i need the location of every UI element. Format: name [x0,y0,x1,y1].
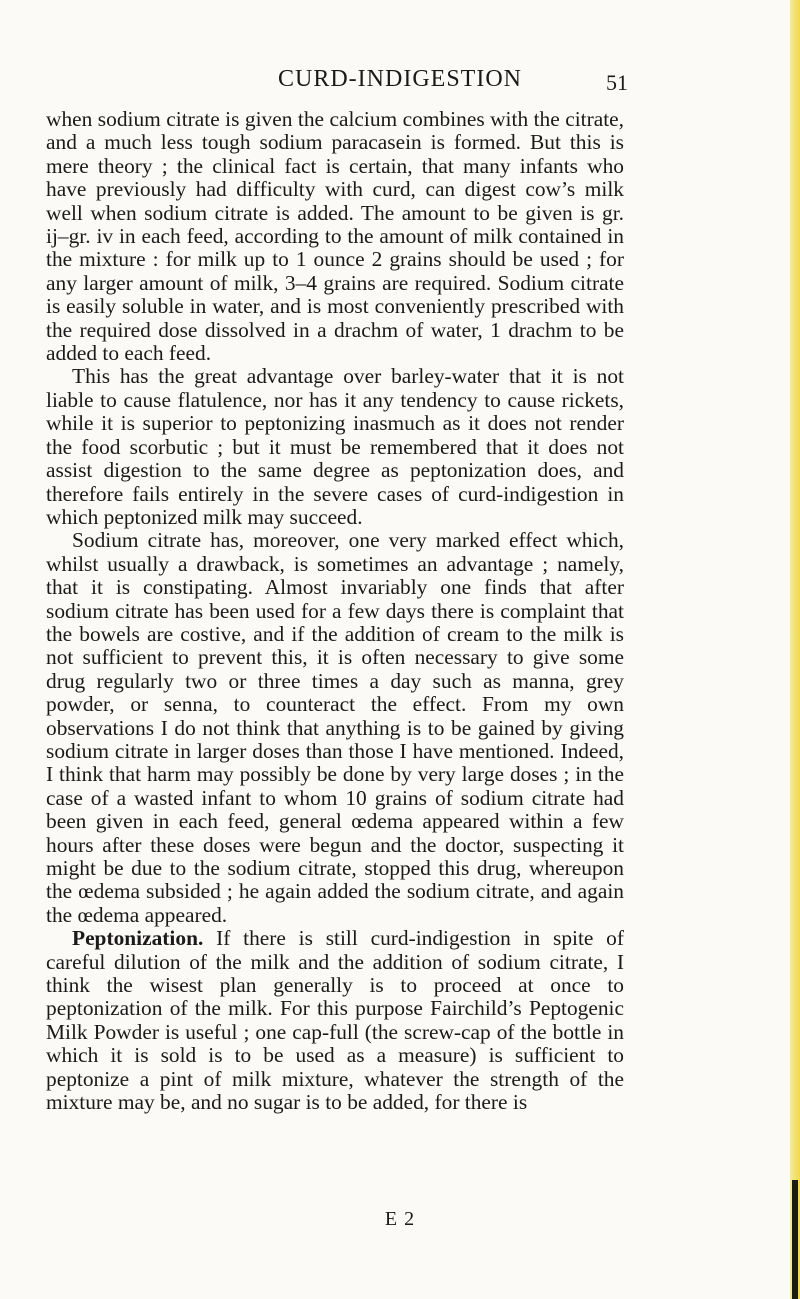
paragraph-1: when sodium citrate is given the calcium combines with the citrate, and a much less tough sodium paracasein is formed. But this is mere theory ; the clinical fact is certain, that many infants who have previously had difficulty with curd, can digest cow’s milk well when sodium citrate is added. The amount to be given is gr. ij–gr. iv in each feed, according to the amount of milk contained in the mixture : for milk up to 1 ounce 2 grains should be used ; for any larger amount of milk, 3–4 grains are required. Sodium citrate is easily soluble in water, and is most conveniently prescribed with the required dose dissolved in a drachm of water, 1 drachm to be added to each feed. [46,107,624,366]
section-run-in-heading: Peptonization. [72,926,204,951]
page-edge [790,0,800,1299]
page-edge-shadow [792,1180,798,1299]
page-number: 51 [606,70,628,95]
paragraph-4-text: If there is still curd-indigestion in spite of careful dilution of the milk and the addition of sodium citrate, I think the wisest plan generally is to proceed at once to peptonization of the milk. For this purpose Fairchild’s Peptogenic Milk Powder is useful ; one cap-full (the screw-cap of the bottle in which it is sold is to be used as a measure) is sufficient to peptonize a pint of milk mixture, whatever the strength of the mixture may be, and no sugar is to be added, for there is [46,926,624,1115]
running-title: CURD-INDIGESTION [278,66,522,92]
body-text [46,108,624,1114]
paragraph-3: Sodium citrate has, moreover, one very marked effect which, whilst usually a drawback, is sometimes an advantage ; namely, that it is constipating. Almost invariably one finds that after sodium citrate has been used for a few days there is complaint that the bowels are costive, and if the addition of cream to the milk is not sufficient to prevent this, it is often necessary to give some drug regularly two or three times a day such as manna, grey powder, or senna, to counteract the effect. From my own observations I do not think that anything is to be gained by giving sodium citrate in larger doses than those I have mentioned. Indeed, I think that harm may possibly be done by very large doses ; in the case of a wasted infant to whom 10 grains of sodium citrate had been given in each feed, general œdema appeared within a few hours after these doses were begun and the doctor, suspecting it might be due to the sodium citrate, stopped this drug, whereupon the œdema subsided ; he again added the sodium citrate, and again the œdema appeared. [46,528,624,927]
paragraph-2: This has the great advantage over barley-water that it is not liable to cause flatulence, nor has it any tendency to cause rickets, while it is superior to peptonizing inasmuch as it does not render the food scorbutic ; but it must be remembered that it does not assist digestion to the same degree as peptonization does, and therefore fails entirely in the severe cases of curd-indigestion in which peptonized milk may succeed. [46,364,624,529]
signature-mark: E 2 [384,1208,416,1230]
running-head [0,66,800,100]
paragraph-4 [46,927,624,1114]
